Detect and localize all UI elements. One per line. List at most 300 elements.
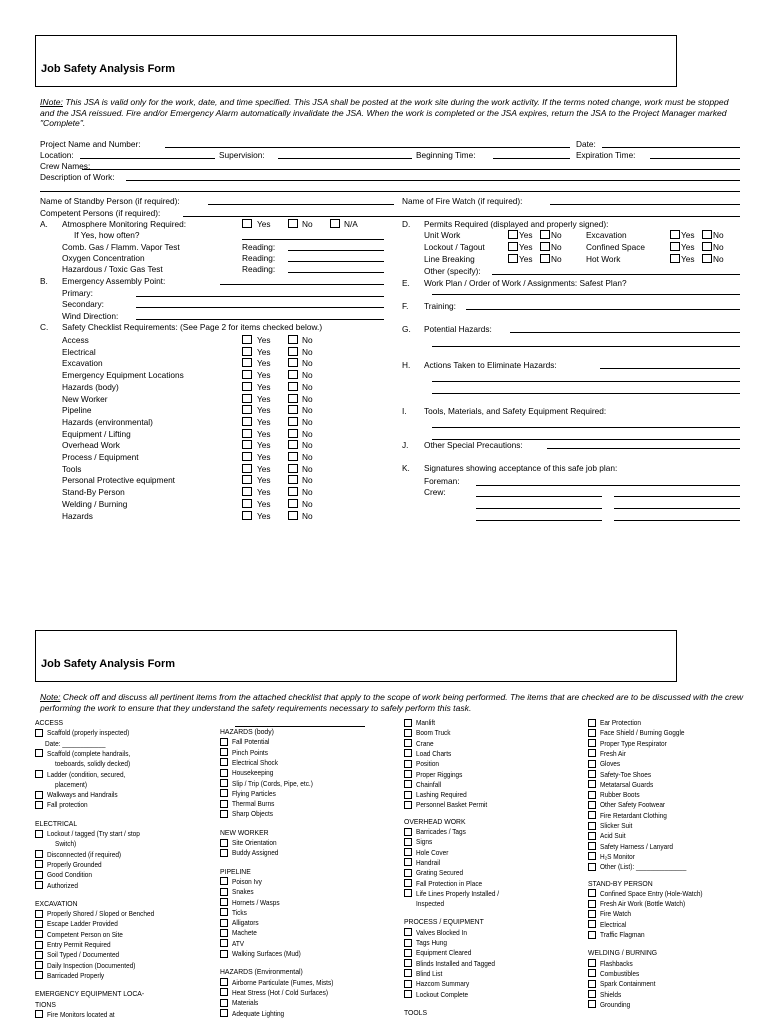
checklist-item: Crane xyxy=(416,738,434,748)
monitor-row-label: Hazardous / Toxic Gas Test xyxy=(62,264,163,274)
permit-no-label: No xyxy=(713,242,724,252)
checklist-item: Manlift xyxy=(416,718,436,727)
item-checkbox[interactable] xyxy=(35,791,43,799)
permit-no-label: No xyxy=(713,254,724,264)
permit-no-checkbox[interactable] xyxy=(540,242,550,251)
checklist-yes-label: Yes xyxy=(257,475,271,486)
item-checkbox[interactable] xyxy=(404,780,412,788)
checklist-yes-checkbox[interactable] xyxy=(242,347,252,356)
item-checkbox[interactable] xyxy=(404,939,412,947)
actions-line-2[interactable] xyxy=(432,381,740,382)
checklist-no-checkbox[interactable] xyxy=(288,452,298,461)
item-checkbox[interactable] xyxy=(588,1000,596,1008)
foreman-line[interactable] xyxy=(476,485,740,486)
checklist-item: Grating Secured xyxy=(416,868,464,878)
checklist-item: Acid Suit xyxy=(600,831,626,841)
expiration-time-label: Expiration Time: xyxy=(576,150,636,160)
checklist-no-label: No xyxy=(302,463,313,474)
item-checkbox[interactable] xyxy=(220,898,228,906)
item-checkbox[interactable] xyxy=(404,791,412,799)
atmosphere-yes-checkbox[interactable] xyxy=(242,219,252,228)
checklist-item: Site Orientation xyxy=(232,838,277,847)
checklist-item: Materials xyxy=(232,998,259,1008)
checklist-item: Housekeeping xyxy=(232,768,274,778)
checklist-item: Safety-Toe Shoes xyxy=(600,769,652,779)
checklist-yes-checkbox[interactable] xyxy=(242,487,252,496)
checklist-no-label: No xyxy=(302,440,313,451)
reading-label: Reading: xyxy=(242,242,276,252)
checklist-item: Scaffold (complete handrails, xyxy=(47,748,131,758)
section-e-letter: E. xyxy=(402,278,410,288)
how-often-line[interactable] xyxy=(242,239,384,240)
checklist-no-checkbox[interactable] xyxy=(288,358,298,367)
checklist-no-label: No xyxy=(302,428,313,439)
checklist-yes-checkbox[interactable] xyxy=(242,394,252,403)
checklist-no-checkbox[interactable] xyxy=(288,347,298,356)
expiration-time-line[interactable] xyxy=(650,158,740,159)
checklist-no-checkbox[interactable] xyxy=(288,405,298,414)
supervision-label: Supervision: xyxy=(219,150,265,160)
item-checkbox[interactable] xyxy=(588,990,596,998)
item-checkbox[interactable] xyxy=(35,941,43,949)
section-b-label: Emergency Assembly Point: xyxy=(62,276,166,286)
item-checkbox[interactable] xyxy=(404,928,412,936)
assembly-line[interactable] xyxy=(220,284,384,285)
item-checkbox[interactable] xyxy=(220,978,228,986)
item-checkbox[interactable] xyxy=(588,729,596,737)
checklist-item: Lockout Complete xyxy=(416,989,469,999)
item-checkbox[interactable] xyxy=(404,869,412,877)
item-checkbox[interactable] xyxy=(35,1010,43,1018)
section-k-label: Signatures showing acceptance of this safe job plan: xyxy=(424,463,618,473)
permit-no-checkbox[interactable] xyxy=(702,242,712,251)
fire-watch-line[interactable] xyxy=(550,204,740,205)
item-checkbox[interactable] xyxy=(35,860,43,868)
permit-yes-label: Yes xyxy=(681,230,695,240)
item-checkbox[interactable] xyxy=(588,791,596,799)
training-line[interactable] xyxy=(466,309,740,310)
item-checkbox[interactable] xyxy=(35,971,43,979)
item-checkbox[interactable] xyxy=(220,919,228,927)
item-checkbox[interactable] xyxy=(588,852,596,860)
checklist-item: Alligators xyxy=(232,918,259,928)
item-checkbox[interactable] xyxy=(404,719,412,727)
item-checkbox[interactable] xyxy=(404,858,412,866)
checklist-yes-label: Yes xyxy=(257,381,271,392)
checklist-yes-label: Yes xyxy=(257,428,271,439)
item-checkbox[interactable] xyxy=(588,900,596,908)
checklist-heading: ELECTRICAL xyxy=(35,818,78,828)
checklist-yes-checkbox[interactable] xyxy=(242,417,252,426)
checklist-yes-checkbox[interactable] xyxy=(242,429,252,438)
description-line-1[interactable] xyxy=(126,180,740,181)
permit-yes-checkbox[interactable] xyxy=(508,242,518,251)
page2-form-title: Job Safety Analysis Form xyxy=(41,658,176,670)
item-checkbox[interactable] xyxy=(588,863,596,871)
item-checkbox[interactable] xyxy=(404,828,412,836)
item-checkbox[interactable] xyxy=(220,810,228,818)
checklist-yes-checkbox[interactable] xyxy=(242,475,252,484)
item-checkbox[interactable] xyxy=(588,889,596,897)
monitor-row-label: Oxygen Concentration xyxy=(62,253,145,263)
permit-yes-checkbox[interactable] xyxy=(670,230,680,239)
item-checkbox[interactable] xyxy=(220,999,228,1007)
checklist-item: Valves Blocked In xyxy=(416,927,467,937)
checklist-item: Proper Type Respirator xyxy=(600,738,667,748)
checklist-item: Lockout / tagged (Try start / stop xyxy=(47,829,140,838)
item-checkbox[interactable] xyxy=(588,959,596,967)
item-checkbox[interactable] xyxy=(35,961,43,969)
section-e-label: Work Plan / Order of Work / Assignments: Safest Plan? xyxy=(424,278,627,288)
competent-line[interactable] xyxy=(183,216,740,217)
secondary-line[interactable] xyxy=(136,307,384,308)
item-checkbox[interactable] xyxy=(588,801,596,809)
beginning-time-line[interactable] xyxy=(493,158,570,159)
checklist-item: Blind List xyxy=(416,968,443,978)
checklist-item: Hole Cover xyxy=(416,847,449,857)
item-checkbox[interactable] xyxy=(588,811,596,819)
checklist-item: Face Shield / Burning Goggle xyxy=(600,728,685,738)
checklist-item: Flying Particles xyxy=(232,788,276,798)
permit-no-checkbox[interactable] xyxy=(540,254,550,263)
checklist-item: Fire Watch xyxy=(600,909,632,919)
checklist-item: Rubber Boots xyxy=(600,790,640,800)
atmosphere-no-label: No xyxy=(302,219,313,229)
hazards-line-2[interactable] xyxy=(432,346,740,347)
item-checkbox[interactable] xyxy=(588,770,596,778)
permit-label: Excavation xyxy=(586,230,627,240)
checklist-yes-label: Yes xyxy=(257,463,271,474)
checklist-yes-label: Yes xyxy=(257,405,271,416)
reading-label: Reading: xyxy=(242,264,276,274)
item-checkbox[interactable] xyxy=(588,832,596,840)
checklist-no-checkbox[interactable] xyxy=(288,394,298,403)
crew-line[interactable] xyxy=(476,496,602,497)
item-checkbox[interactable] xyxy=(404,959,412,967)
checklist-no-checkbox[interactable] xyxy=(288,487,298,496)
wind-line[interactable] xyxy=(136,319,384,320)
checklist-item: Metatarsal Guards xyxy=(600,779,654,789)
section-d-label: Permits Required (displayed and properly signed): xyxy=(424,219,609,229)
item-checkbox[interactable] xyxy=(220,849,228,857)
checklist-no-label: No xyxy=(302,393,313,404)
item-checkbox[interactable] xyxy=(220,888,228,896)
checklist-no-checkbox[interactable] xyxy=(288,440,298,449)
reading-line[interactable] xyxy=(288,250,384,251)
precautions-line[interactable] xyxy=(547,448,740,449)
other-specify-line[interactable] xyxy=(492,274,740,275)
item-checkbox[interactable] xyxy=(35,910,43,918)
item-checkbox[interactable] xyxy=(404,969,412,977)
checklist-no-checkbox[interactable] xyxy=(288,499,298,508)
page1-note-label: INote: xyxy=(40,97,63,107)
permit-no-checkbox[interactable] xyxy=(702,254,712,263)
item-checkbox[interactable] xyxy=(404,949,412,957)
item-checkbox[interactable] xyxy=(588,780,596,788)
checklist-item: Disconnected (if required) xyxy=(47,849,122,859)
item-checkbox[interactable] xyxy=(588,749,596,757)
checklist-item-label: Hazards (body) xyxy=(62,381,119,392)
checklist-no-label: No xyxy=(302,370,313,381)
project-name-line[interactable] xyxy=(165,147,570,148)
item-checkbox[interactable] xyxy=(588,842,596,850)
description-line-2[interactable] xyxy=(40,191,740,192)
checklist-no-checkbox[interactable] xyxy=(288,382,298,391)
checklist-item: Daily Inspection (Documented) xyxy=(47,960,136,970)
checklist-item: Fresh Air xyxy=(600,748,626,758)
reading-line[interactable] xyxy=(288,261,384,262)
item-checkbox[interactable] xyxy=(220,950,228,958)
item-checkbox[interactable] xyxy=(220,769,228,777)
item-checkbox[interactable] xyxy=(404,848,412,856)
item-checkbox[interactable] xyxy=(588,822,596,830)
hazards-line-1[interactable] xyxy=(510,332,740,333)
item-checkbox[interactable] xyxy=(588,719,596,727)
project-name-label: Project Name and Number: xyxy=(40,139,141,149)
checklist-item: Airborne Particulate (Fumes, Mists) xyxy=(232,977,334,987)
item-checkbox[interactable] xyxy=(588,969,596,977)
tools-line-1[interactable] xyxy=(432,427,740,428)
section-k-letter: K. xyxy=(402,463,410,473)
permit-no-checkbox[interactable] xyxy=(702,230,712,239)
permit-yes-label: Yes xyxy=(681,242,695,252)
permit-yes-label: Yes xyxy=(519,254,533,264)
actions-line-1[interactable] xyxy=(600,368,740,369)
checklist-item: Chainfall xyxy=(416,779,442,789)
section-i-label: Tools, Materials, and Safety Equipment Required: xyxy=(424,406,607,416)
checklist-yes-label: Yes xyxy=(257,370,271,381)
item-checkbox[interactable] xyxy=(220,877,228,885)
checklist-item-label: Equipment / Lifting xyxy=(62,428,131,439)
item-checkbox[interactable] xyxy=(588,920,596,928)
checklist-item: Traffic Flagman xyxy=(600,930,645,939)
item-checkbox[interactable] xyxy=(404,980,412,988)
checklist-item-label: Excavation xyxy=(62,358,103,369)
permit-yes-label: Yes xyxy=(681,254,695,264)
item-checkbox[interactable] xyxy=(220,939,228,947)
checklist-yes-label: Yes xyxy=(257,346,271,357)
checklist-item: Personnel Basket Permit xyxy=(416,800,488,810)
checklist-heading: NEW WORKER xyxy=(220,827,269,837)
checklist-heading: STAND-BY PERSON xyxy=(588,878,653,888)
crew-line[interactable] xyxy=(614,520,740,521)
checklist-item: Fresh Air Work (Bottle Watch) xyxy=(600,899,686,909)
checklist-item: Signs xyxy=(416,837,433,847)
checklist-item: Ear Protection xyxy=(600,718,641,727)
item-checkbox[interactable] xyxy=(35,930,43,938)
section-h-label: Actions Taken to Eliminate Hazards: xyxy=(424,360,557,370)
checklist-item: Combustibles xyxy=(600,968,640,978)
item-checkbox[interactable] xyxy=(404,739,412,747)
checklist-item: Good Condition xyxy=(47,870,92,880)
checklist-item: Fire Monitors located at xyxy=(47,1009,115,1019)
checklist-heading: PROCESS / EQUIPMENT xyxy=(404,917,484,927)
item-checkbox[interactable] xyxy=(220,929,228,937)
checklist-no-checkbox[interactable] xyxy=(288,464,298,473)
item-checkbox[interactable] xyxy=(588,910,596,918)
supervision-line[interactable] xyxy=(278,158,412,159)
checklist-no-checkbox[interactable] xyxy=(288,417,298,426)
crew-names-label: Crew Names: xyxy=(40,161,91,171)
checklist-item: Shields xyxy=(600,989,622,999)
permit-no-checkbox[interactable] xyxy=(540,230,550,239)
checklist-item: Other Safety Footwear xyxy=(600,800,666,810)
item-checkbox[interactable] xyxy=(220,908,228,916)
checklist-item: Fall protection xyxy=(47,800,88,810)
checklist-yes-label: Yes xyxy=(257,487,271,498)
item-checkbox[interactable] xyxy=(35,749,43,757)
checklist-item: Ladder (condition, secured, xyxy=(47,769,126,779)
item-checkbox[interactable] xyxy=(35,729,43,737)
permit-yes-checkbox[interactable] xyxy=(670,254,680,263)
item-checkbox[interactable] xyxy=(404,889,412,897)
standby-line[interactable] xyxy=(208,204,394,205)
item-checkbox[interactable] xyxy=(404,879,412,887)
checklist-item: Fall Potential xyxy=(232,737,270,747)
item-checkbox[interactable] xyxy=(404,770,412,778)
item-checkbox[interactable] xyxy=(35,850,43,858)
checklist-yes-checkbox[interactable] xyxy=(242,382,252,391)
checklist-yes-checkbox[interactable] xyxy=(242,370,252,379)
secondary-label: Secondary: xyxy=(62,299,104,309)
checklist-no-checkbox[interactable] xyxy=(288,475,298,484)
checklist-item: Other (List): ______________ xyxy=(600,862,687,872)
primary-line[interactable] xyxy=(136,296,384,297)
permit-yes-checkbox[interactable] xyxy=(508,230,518,239)
checklist-item: Life Lines Properly Installed / xyxy=(416,888,500,898)
permit-yes-label: Yes xyxy=(519,242,533,252)
permit-yes-checkbox[interactable] xyxy=(508,254,518,263)
item-checkbox[interactable] xyxy=(404,801,412,809)
checklist-item: Authorized xyxy=(47,880,78,890)
work-plan-line[interactable] xyxy=(432,294,740,295)
standby-label: Name of Standby Person (if required): xyxy=(40,196,180,206)
checklist-yes-checkbox[interactable] xyxy=(242,499,252,508)
checklist-no-label: No xyxy=(302,346,313,357)
checklist-heading: EXCAVATION xyxy=(35,898,78,908)
checklist-yes-checkbox[interactable] xyxy=(242,358,252,367)
item-checkbox[interactable] xyxy=(404,749,412,757)
checklist-item: Thermal Burns xyxy=(232,799,275,809)
checklist-yes-checkbox[interactable] xyxy=(242,335,252,344)
item-checkbox[interactable] xyxy=(404,990,412,998)
permit-no-label: No xyxy=(551,230,562,240)
competent-label: Competent Persons (if required): xyxy=(40,208,161,218)
checklist-yes-label: Yes xyxy=(257,335,271,345)
crew-names-line[interactable] xyxy=(82,169,740,170)
atmosphere-no-checkbox[interactable] xyxy=(288,219,298,228)
checklist-item: Pinch Points xyxy=(232,747,268,757)
permit-label: Lockout / Tagout xyxy=(424,242,485,252)
permit-no-label: No xyxy=(713,230,724,240)
permit-yes-checkbox[interactable] xyxy=(670,242,680,251)
item-checkbox[interactable] xyxy=(35,920,43,928)
checklist-no-checkbox[interactable] xyxy=(288,511,298,520)
checklist-item-label: Stand-By Person xyxy=(62,487,125,498)
item-checkbox[interactable] xyxy=(220,800,228,808)
checklist-item: Slicker Suit xyxy=(600,821,633,830)
item-checkbox[interactable] xyxy=(35,801,43,809)
crew-line[interactable] xyxy=(614,496,740,497)
item-checkbox[interactable] xyxy=(220,738,228,746)
checklist-yes-label: Yes xyxy=(257,452,271,462)
checklist-item: Spark Containment xyxy=(600,979,656,989)
checklist-no-checkbox[interactable] xyxy=(288,335,298,344)
permit-no-label: No xyxy=(551,242,562,252)
checklist-item-label: Electrical xyxy=(62,346,96,357)
item-checkbox[interactable] xyxy=(35,770,43,778)
checklist-no-label: No xyxy=(302,452,313,462)
item-checkbox[interactable] xyxy=(35,830,43,838)
checklist-item: Ticks xyxy=(232,907,247,917)
item-checkbox[interactable] xyxy=(404,838,412,846)
item-checkbox[interactable] xyxy=(404,760,412,768)
checklist-no-checkbox[interactable] xyxy=(288,370,298,379)
checklist-yes-checkbox[interactable] xyxy=(242,511,252,520)
date-line[interactable] xyxy=(602,147,740,148)
checklist-heading: HAZARDS (body) xyxy=(220,727,274,736)
checklist-item: Properly Shored / Sloped or Benched xyxy=(47,909,155,919)
section-g-letter: G. xyxy=(402,324,411,334)
item-checkbox[interactable] xyxy=(35,951,43,959)
checklist-item: H₂S Monitor xyxy=(600,851,635,861)
checklist-yes-checkbox[interactable] xyxy=(242,464,252,473)
item-checkbox[interactable] xyxy=(220,1009,228,1017)
item-checkbox[interactable] xyxy=(220,748,228,756)
item-checkbox[interactable] xyxy=(588,980,596,988)
checklist-item: Soil Typed / Documented xyxy=(47,950,120,960)
location-line[interactable] xyxy=(80,158,215,159)
section-h-letter: H. xyxy=(402,360,411,370)
item-checkbox[interactable] xyxy=(220,758,228,766)
checklist-no-label: No xyxy=(302,358,313,369)
checklist-heading: OVERHEAD WORK xyxy=(404,816,466,826)
item-checkbox[interactable] xyxy=(588,760,596,768)
checklist-no-checkbox[interactable] xyxy=(288,429,298,438)
actions-line-3[interactable] xyxy=(432,393,740,394)
checklist-no-label: No xyxy=(302,381,313,392)
item-checkbox[interactable] xyxy=(220,789,228,797)
item-checkbox[interactable] xyxy=(35,881,43,889)
checklist-item: Snakes xyxy=(232,887,254,897)
item-checkbox[interactable] xyxy=(404,729,412,737)
item-checkbox[interactable] xyxy=(220,779,228,787)
reading-line[interactable] xyxy=(288,272,384,273)
section-j-label: Other Special Precautions: xyxy=(424,440,523,450)
section-a-letter: A. xyxy=(40,219,48,229)
item-checkbox[interactable] xyxy=(588,931,596,939)
checklist-item: Fire Retardant Clothing xyxy=(600,810,667,820)
item-checkbox[interactable] xyxy=(220,988,228,996)
checklist-item-cont: Switch) xyxy=(55,839,77,849)
item-checkbox[interactable] xyxy=(35,871,43,879)
checklist-item: Grounding xyxy=(600,999,631,1009)
checklist-item: Sharp Objects xyxy=(232,809,273,819)
checklist-yes-checkbox[interactable] xyxy=(242,440,252,449)
checklist-item-label: Welding / Burning xyxy=(62,498,128,509)
item-checkbox[interactable] xyxy=(220,839,228,847)
checklist-yes-checkbox[interactable] xyxy=(242,405,252,414)
checklist-yes-checkbox[interactable] xyxy=(242,452,252,461)
item-checkbox[interactable] xyxy=(588,739,596,747)
crew-line[interactable] xyxy=(614,508,740,509)
checklist-item: Lashing Required xyxy=(416,790,467,800)
crew-line[interactable] xyxy=(476,520,602,521)
crew-line[interactable] xyxy=(476,508,602,509)
checklist-item-cont: Date: ____________ xyxy=(45,738,106,748)
atmosphere-na-checkbox[interactable] xyxy=(330,219,340,228)
section-d-letter: D. xyxy=(402,219,411,229)
